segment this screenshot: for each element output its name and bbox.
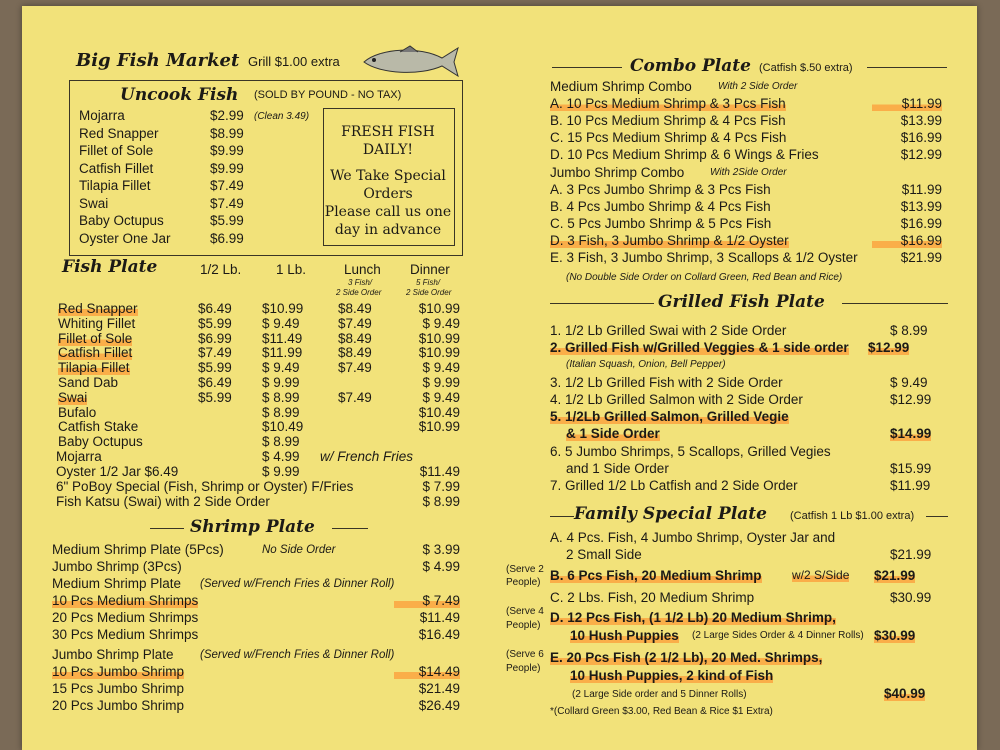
rule bbox=[550, 303, 654, 304]
grilled-row: 4. 1/2 Lb Grilled Salmon with 2 Side Order bbox=[550, 392, 803, 407]
rule bbox=[552, 67, 622, 68]
uncook-item-price: $9.99 bbox=[210, 143, 244, 158]
fish-row-half: $5.99 bbox=[198, 315, 232, 331]
combo-row: A. 10 Pcs Medium Shrimp & 3 Pcs Fish bbox=[550, 96, 786, 111]
combo-subtitle: (Catfish $.50 extra) bbox=[759, 62, 853, 74]
uncook-item-price: $6.99 bbox=[210, 230, 244, 246]
menu-paper bbox=[22, 6, 977, 750]
col-dinner-sub2: 2 Side Order bbox=[406, 288, 452, 297]
fish-row-lunch: $7.49 bbox=[338, 360, 372, 376]
grilled-row: & 1 Side Order bbox=[566, 426, 660, 441]
family-row: 2 Small Side bbox=[566, 547, 642, 562]
fish-row-lb: $ 9.49 bbox=[262, 360, 300, 376]
grill-note: Grill $1.00 extra bbox=[248, 54, 340, 69]
serve-label: (Serve 6 bbox=[506, 649, 544, 660]
fish-row-name: Catfish Fillet bbox=[58, 345, 133, 361]
combo-row: D. 10 Pcs Medium Shrimp & 6 Wings & Fries bbox=[550, 147, 819, 162]
shrimp-note: (Served w/French Fries & Dinner Roll) bbox=[200, 578, 395, 590]
family-row: B. 6 Pcs Fish, 20 Medium Shrimp bbox=[550, 568, 762, 583]
grilled-row: 5. 1/2Lb Grilled Salmon, Grilled Vegie bbox=[550, 409, 789, 424]
oyster-row: Oyster 1/2 Jar $6.49 bbox=[56, 464, 179, 479]
oyster-lb: $ 9.99 bbox=[262, 464, 300, 479]
family-row: 10 Hush Puppies, 2 kind of Fish bbox=[570, 668, 774, 683]
grilled-title: Grilled Fish Plate bbox=[658, 292, 825, 312]
uncook-item-name: Swai bbox=[79, 195, 109, 211]
uncook-subtitle: (SOLD BY POUND - NO TAX) bbox=[254, 89, 402, 101]
fish-row-lunch: $8.49 bbox=[338, 301, 372, 316]
family-row: A. 4 Pcs. Fish, 4 Jumbo Shrimp, Oyster Jar and bbox=[550, 530, 836, 545]
shrimp-note: No Side Order bbox=[262, 544, 336, 556]
fish-row-name: Red Snapper bbox=[58, 301, 138, 316]
fish-row-lunch: $7.49 bbox=[338, 315, 372, 331]
fish-row-dinner: $ 9.49 bbox=[422, 315, 460, 331]
grilled-price: $15.99 bbox=[890, 461, 932, 476]
combo-price: $13.99 bbox=[900, 199, 942, 214]
col-half-lb: 1/2 Lb. bbox=[200, 262, 242, 277]
shrimp-row: Medium Shrimp Plate (5Pcs) bbox=[52, 542, 224, 557]
oyster-dinner: $11.49 bbox=[419, 464, 460, 479]
combo-note: With 2 Side Order bbox=[718, 81, 798, 92]
combo-subhead: Jumbo Shrimp Combo bbox=[550, 165, 685, 180]
combo-row: D. 3 Fish, 3 Jumbo Shrimp & 1/2 Oyster bbox=[550, 233, 789, 248]
fish-row-dinner: $10.99 bbox=[418, 419, 460, 435]
grilled-row: 6. 5 Jumbo Shrimps, 5 Scallops, Grilled Vegies bbox=[550, 444, 831, 459]
family-title: Family Special Plate bbox=[574, 504, 767, 524]
fish-row-name: Catfish Stake bbox=[58, 419, 139, 435]
combo-row: C. 15 Pcs Medium Shrimp & 4 Pcs Fish bbox=[550, 130, 787, 145]
shrimp-row: 10 Pcs Medium Shrimps bbox=[52, 593, 199, 608]
katsu-row: Fish Katsu (Swai) with 2 Side Order bbox=[56, 494, 270, 509]
combo-price: $16.99 bbox=[900, 130, 942, 145]
family-note: w/2 S/Side bbox=[792, 568, 850, 582]
combo-price: $16.99 bbox=[900, 216, 942, 231]
col-lb: 1 Lb. bbox=[276, 262, 307, 277]
fish-row-name: Whiting Fillet bbox=[58, 315, 136, 331]
fish-row-lb: $ 9.49 bbox=[262, 315, 300, 331]
uncook-item-price: $9.99 bbox=[210, 160, 244, 176]
family-footnote: *(Collard Green $3.00, Red Bean & Rice $1 Extra) bbox=[550, 706, 773, 717]
combo-subhead: Medium Shrimp Combo bbox=[550, 79, 692, 94]
fish-row-lb: $10.49 bbox=[262, 419, 304, 435]
family-price: $21.99 bbox=[874, 568, 916, 583]
shrimp-row: 20 Pcs Jumbo Shrimp bbox=[52, 698, 185, 713]
fresh-fish-note: FRESH FISH DAILY! We Take Special Orders Please call us one day in advance bbox=[324, 124, 452, 238]
combo-row: E. 3 Fish, 3 Jumbo Shrimp, 3 Scallops & 1/2 Oyster bbox=[550, 250, 858, 265]
fish-row-dinner: $10.49 bbox=[418, 404, 460, 420]
grilled-row: 3. 1/2 Lb Grilled Fish with 2 Side Order bbox=[550, 375, 783, 390]
grilled-price: $14.99 bbox=[890, 426, 932, 441]
shrimp-price: $16.49 bbox=[418, 627, 460, 642]
fish-row-dinner: $10.99 bbox=[418, 345, 460, 361]
combo-note: With 2Side Order bbox=[710, 167, 787, 178]
grilled-row: 2. Grilled Fish w/Grilled Veggies & 1 side order bbox=[550, 340, 849, 355]
rule bbox=[926, 516, 948, 517]
shrimp-price: $26.49 bbox=[418, 698, 460, 713]
fish-row-dinner: $ 9.49 bbox=[422, 389, 460, 405]
family-note: (2 Large Sides Order & 4 Dinner Rolls) bbox=[692, 630, 864, 641]
grilled-price: $12.99 bbox=[890, 392, 932, 407]
shrimp-row: Jumbo Shrimp (3Pcs) bbox=[52, 559, 182, 574]
fish-row-dinner: $10.99 bbox=[418, 330, 460, 346]
uncook-item-price: $7.49 bbox=[210, 178, 244, 193]
family-price: $40.99 bbox=[884, 686, 926, 701]
fish-row-name: Baby Octupus bbox=[58, 434, 143, 450]
grilled-price: $ 8.99 bbox=[890, 323, 928, 338]
shrimp-price: $21.49 bbox=[418, 681, 460, 696]
grilled-row: and 1 Side Order bbox=[566, 461, 669, 476]
shrimp-price: $14.49 bbox=[394, 664, 460, 679]
rule bbox=[867, 67, 947, 68]
combo-price: $16.99 bbox=[872, 233, 942, 248]
combo-title: Combo Plate bbox=[630, 56, 751, 76]
shrimp-row: 15 Pcs Jumbo Shrimp bbox=[52, 681, 185, 696]
shrimp-price: $11.49 bbox=[419, 610, 460, 625]
combo-row: B. 10 Pcs Medium Shrimp & 4 Pcs Fish bbox=[550, 113, 786, 128]
grilled-price: $12.99 bbox=[868, 340, 910, 355]
mojarra-note: w/ French Fries bbox=[320, 449, 414, 464]
family-row: E. 20 Pcs Fish (2 1/2 Lb), 20 Med. Shrimps, bbox=[550, 650, 823, 665]
shrimp-row: 20 Pcs Medium Shrimps bbox=[52, 610, 199, 625]
fish-row-name: Fillet of Sole bbox=[58, 330, 133, 346]
shrimp-row: 10 Pcs Jumbo Shrimp bbox=[52, 664, 185, 679]
combo-price: $13.99 bbox=[900, 113, 942, 128]
shrimp-title: Shrimp Plate bbox=[190, 517, 315, 537]
fish-row-dinner: $ 9.99 bbox=[422, 375, 460, 390]
poboy-row: 6" PoBoy Special (Fish, Shrimp or Oyster) F/Fries bbox=[56, 479, 354, 494]
shrimp-price: $ 7.49 bbox=[394, 593, 460, 608]
uncook-item-name: Tilapia Fillet bbox=[79, 178, 151, 193]
family-row: D. 12 Pcs Fish, (1 1/2 Lb) 20 Medium Shrimp, bbox=[550, 610, 836, 625]
family-subtitle: (Catfish 1 Lb $1.00 extra) bbox=[790, 510, 915, 522]
family-price: $21.99 bbox=[890, 547, 932, 562]
fish-row-half: $5.99 bbox=[198, 360, 232, 376]
fish-row-dinner: $10.99 bbox=[418, 301, 460, 316]
uncook-item-name: Baby Octupus bbox=[79, 213, 164, 228]
fish-row-lb: $10.99 bbox=[262, 301, 304, 316]
fish-row-lb: $ 8.99 bbox=[262, 404, 300, 420]
serve-label: People) bbox=[506, 620, 541, 631]
fish-row-half: $6.99 bbox=[198, 330, 232, 346]
katsu-price: $ 8.99 bbox=[422, 494, 460, 509]
mojarra-price: $ 4.99 bbox=[262, 449, 300, 464]
col-lunch: Lunch bbox=[344, 262, 381, 277]
uncook-item-price: $8.99 bbox=[210, 125, 244, 141]
fish-row-name: Sand Dab bbox=[58, 375, 119, 390]
col-lunch-sub: 3 Fish/ bbox=[348, 278, 373, 287]
fish-row-half: $6.49 bbox=[198, 375, 232, 390]
shrimp-note: (Served w/French Fries & Dinner Roll) bbox=[200, 649, 395, 661]
combo-footnote: (No Double Side Order on Collard Green, Red Bean and Rice) bbox=[566, 272, 843, 283]
grilled-row: 1. 1/2 Lb Grilled Swai with 2 Side Order bbox=[550, 323, 787, 338]
uncook-item-price: $2.99 bbox=[210, 108, 244, 123]
combo-price: $11.99 bbox=[901, 182, 942, 197]
serve-label: People) bbox=[506, 577, 541, 588]
fish-row-lb: $ 8.99 bbox=[262, 389, 300, 405]
fish-row-lb: $11.49 bbox=[262, 330, 303, 346]
fish-row-lunch: $8.49 bbox=[338, 345, 372, 361]
fish-icon bbox=[360, 44, 462, 78]
shrimp-row: 30 Pcs Medium Shrimps bbox=[52, 627, 199, 642]
serve-label: (Serve 2 bbox=[506, 564, 544, 575]
combo-row: A. 3 Pcs Jumbo Shrimp & 3 Pcs Fish bbox=[550, 182, 771, 197]
serve-label: People) bbox=[506, 663, 541, 674]
fish-row-lunch: $7.49 bbox=[338, 389, 372, 405]
fish-row-name: Swai bbox=[58, 389, 88, 405]
fish-row-lb: $ 9.99 bbox=[262, 375, 300, 390]
fish-row-name: Bufalo bbox=[58, 404, 97, 420]
uncook-item-name: Catfish Fillet bbox=[79, 160, 154, 176]
fishplate-title: Fish Plate bbox=[62, 257, 158, 277]
family-price: $30.99 bbox=[874, 628, 916, 643]
family-price: $30.99 bbox=[890, 590, 932, 605]
shrimp-price: $ 4.99 bbox=[422, 559, 460, 574]
fish-row-lb: $ 8.99 bbox=[262, 434, 300, 450]
col-dinner-sub: 5 Fish/ bbox=[416, 278, 441, 287]
uncook-item-name: Red Snapper bbox=[79, 125, 159, 141]
col-dinner: Dinner bbox=[410, 262, 450, 277]
grilled-row: 7. Grilled 1/2 Lb Catfish and 2 Side Order bbox=[550, 478, 798, 493]
poboy-price: $ 7.99 bbox=[422, 479, 460, 494]
shrimp-subhead: Jumbo Shrimp Plate bbox=[52, 647, 174, 662]
fish-row-lb: $11.99 bbox=[262, 345, 303, 361]
combo-row: B. 4 Pcs Jumbo Shrimp & 4 Pcs Fish bbox=[550, 199, 771, 214]
serve-label: (Serve 4 bbox=[506, 606, 544, 617]
uncook-item-name: Fillet of Sole bbox=[79, 143, 154, 158]
fish-row-lunch: $8.49 bbox=[338, 330, 372, 346]
combo-price: $21.99 bbox=[900, 250, 942, 265]
grilled-price: $ 9.49 bbox=[890, 375, 928, 390]
grilled-note: (Italian Squash, Onion, Bell Pepper) bbox=[566, 359, 726, 370]
family-note: (2 Large Side order and 5 Dinner Rolls) bbox=[572, 689, 747, 700]
market-name: Big Fish Market bbox=[76, 50, 240, 71]
fish-row-half: $5.99 bbox=[198, 389, 232, 405]
uncook-item-price: $7.49 bbox=[210, 195, 244, 211]
rule bbox=[842, 303, 948, 304]
fish-row-dinner: $ 9.49 bbox=[422, 360, 460, 376]
grilled-price: $11.99 bbox=[890, 478, 931, 493]
uncook-item-name: Mojarra bbox=[79, 108, 125, 123]
uncook-item-name: Oyster One Jar bbox=[79, 230, 171, 246]
fish-row-name: Tilapia Fillet bbox=[58, 360, 130, 376]
family-row: 10 Hush Puppies bbox=[570, 628, 679, 643]
rule bbox=[150, 528, 184, 529]
uncook-item-note: (Clean 3.49) bbox=[254, 111, 310, 122]
shrimp-price: $ 3.99 bbox=[422, 542, 460, 557]
uncook-item-price: $5.99 bbox=[210, 213, 244, 228]
combo-row: C. 5 Pcs Jumbo Shrimp & 5 Pcs Fish bbox=[550, 216, 772, 231]
rule bbox=[550, 516, 574, 517]
shrimp-subhead: Medium Shrimp Plate bbox=[52, 576, 182, 591]
uncook-title: Uncook Fish bbox=[120, 85, 239, 105]
combo-price: $11.99 bbox=[872, 96, 942, 111]
combo-price: $12.99 bbox=[900, 147, 942, 162]
mojarra-row: Mojarra bbox=[56, 449, 102, 464]
fish-row-half: $7.49 bbox=[198, 345, 232, 361]
rule bbox=[332, 528, 368, 529]
family-row: C. 2 Lbs. Fish, 20 Medium Shrimp bbox=[550, 590, 755, 605]
fish-row-half: $6.49 bbox=[198, 301, 232, 316]
col-lunch-sub2: 2 Side Order bbox=[336, 288, 382, 297]
